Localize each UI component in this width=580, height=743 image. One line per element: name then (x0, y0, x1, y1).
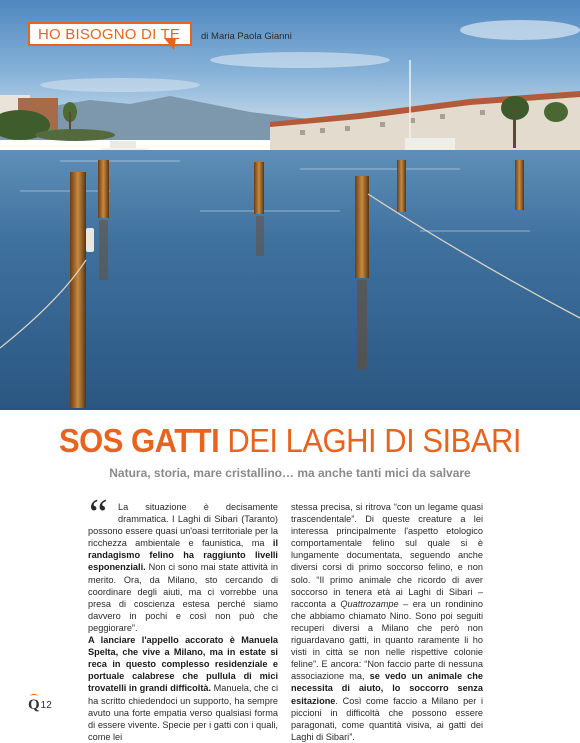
quote-spacer (88, 501, 118, 523)
article-headline (0, 423, 580, 460)
body-text: Manuela, che ci ha scritto chiedendoci un supporto, ha sempre avuto una forte empatia verso qualsiasi forma di essere vivente. Specie per i gatti con i quali, come lei (88, 683, 278, 742)
headline-rest: DEI LAGHI DI SIBARI (219, 421, 522, 460)
magazine-name: Quattrozampe (340, 598, 399, 609)
page-number-value: 12 (40, 700, 52, 711)
body-column-left (88, 501, 278, 743)
body-bold-text: A lanciare l'appello accorato è Manuela Spelta, che vive a Milano, ma in estate si reca in questo complesso residenziale e portuale calabrese che pullula di mici trovatelli in grandi difficoltà. (88, 635, 278, 694)
body-text: stessa precisa, si ritrova “con un legame quasi trascendentale”. Di queste creature a lei interessa principalmente l'aspetto etologico comportamentale felino sul quale si è lungamente documentata, seguendo anche diversi corsi di primo soccorso felino, e non solo. “Il primo animale che ricordo di aver soccorso in tenera età ai Laghi di Sibari – racconta a (291, 502, 483, 609)
magazine-logo-icon: Q (28, 697, 40, 713)
body-bold-text: il randagismo felino ha raggiunto livelli esponenziali. (88, 538, 278, 573)
body-paragraph (88, 634, 278, 743)
body-text: Non ci sono mai state attività in merito. Ora, da Milano, sto cercando di coordinare degli aiuti, ma ci vorrebbe una presa di coscienza estesa perché siamo davvero in pochi e così non può che peggiorare”. (88, 562, 278, 633)
body-text: – era un rondinino che abbiamo chiamato Nino. Sono poi seguiti recuperi diversi a Milano che però non riguardavano gatti, in quanto raramente li ho visti in città se non nelle rispettive colonie feline”. E ancora: “Non faccio parte di nessuna associazione ma, (291, 598, 483, 682)
section-tag-pointer (164, 38, 176, 50)
body-column-right (291, 501, 483, 743)
body-paragraph (88, 501, 278, 634)
page-number (28, 697, 52, 714)
body-bold-text: se vedo un animale che necessita di aiuto, lo soccorro senza esitazione (291, 671, 483, 706)
body-text: La situazione è decisamente drammatica. I Laghi di Sibari (Taranto) possono essere quasi un'oasi territoriale per la ricchezza ambientale e faunistica, ma (88, 502, 278, 549)
body-paragraph (291, 501, 483, 743)
section-tag-label: HO BISOGNO DI TE (38, 25, 181, 43)
headline-strong: SOS GATTI (58, 421, 220, 460)
article-subtitle: Natura, storia, mare cristallino… ma anche tanti mici da salvare (109, 466, 471, 480)
author-byline: di Maria Paola Gianni (201, 31, 292, 42)
body-text: . Così come faccio a Milano per i piccioni in difficoltà che possono essere paragonati, come quantità visiva, ai gatti dei Laghi di Sibari”. (291, 695, 483, 742)
opening-quote-mark: “ (89, 492, 108, 538)
